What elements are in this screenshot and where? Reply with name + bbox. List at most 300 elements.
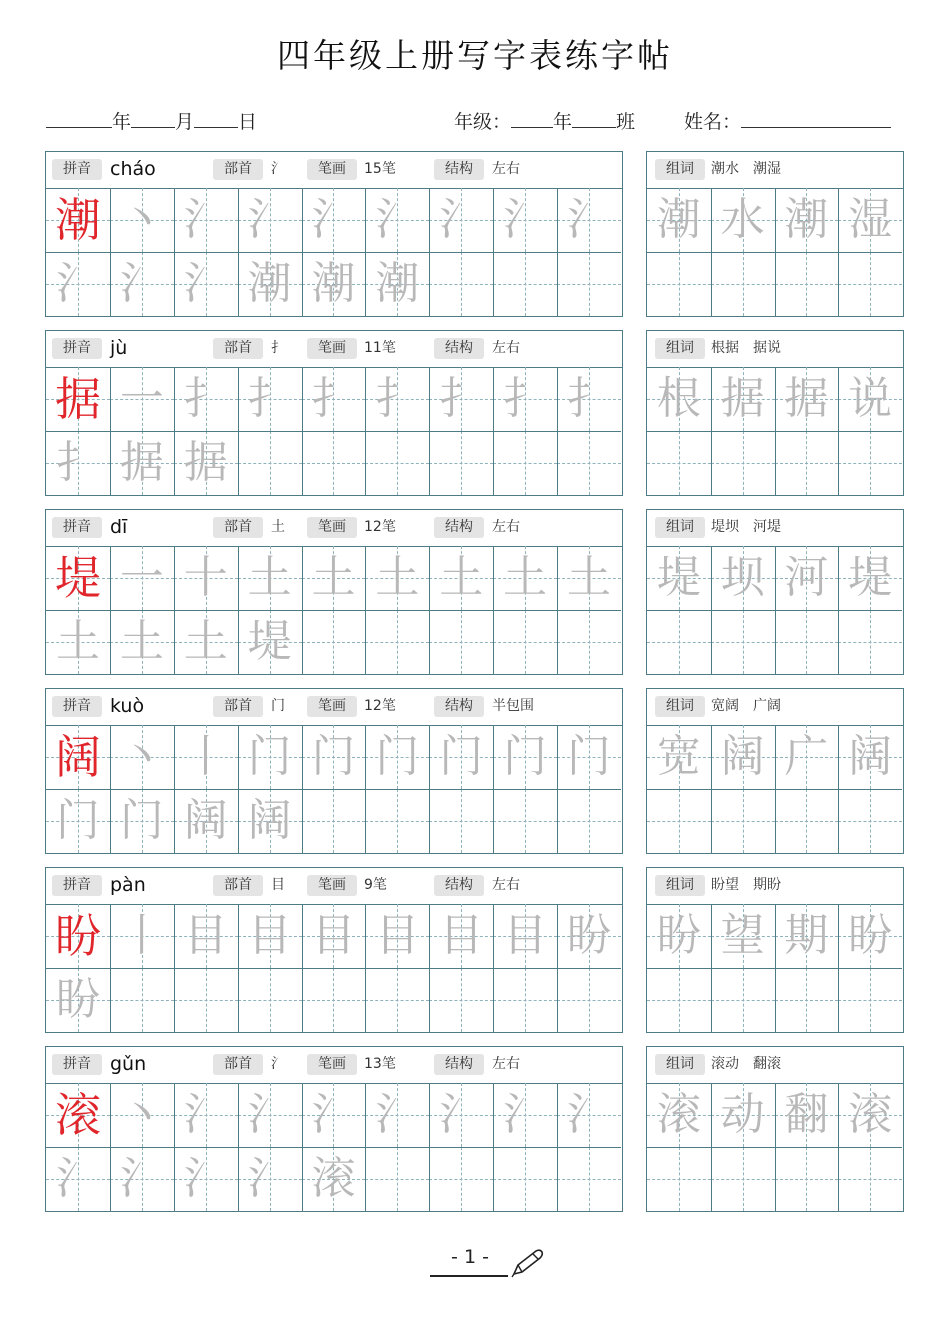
row-border [647, 789, 902, 790]
guide-line-v [870, 252, 871, 316]
trace-character: 氵 [55, 1153, 100, 1204]
practice-cell[interactable] [302, 610, 366, 674]
word-cell[interactable] [647, 725, 711, 789]
practice-cell[interactable] [557, 546, 621, 610]
guide-line-v [461, 1147, 462, 1211]
guide-line-v [525, 1147, 526, 1211]
practice-cell[interactable] [110, 904, 174, 968]
word-cell[interactable] [711, 188, 775, 252]
trace-character: 氵 [119, 1153, 164, 1204]
practice-cell[interactable] [365, 610, 429, 674]
practice-cell[interactable] [429, 546, 493, 610]
trace-character: 据 [119, 437, 164, 488]
practice-cell[interactable] [174, 546, 238, 610]
practice-cell[interactable] [493, 431, 557, 495]
practice-cell[interactable] [302, 1083, 366, 1147]
practice-cell[interactable] [302, 367, 366, 431]
char-card-4 [45, 688, 623, 854]
word-cell[interactable] [711, 431, 775, 495]
practice-cell[interactable] [557, 610, 621, 674]
practice-cell[interactable] [302, 968, 366, 1032]
pinyin-label: 拼音 [52, 875, 102, 896]
practice-cell[interactable] [110, 610, 174, 674]
practice-grid [46, 725, 621, 853]
words-card-2 [646, 330, 904, 496]
guide-line-v [679, 789, 680, 853]
guide-line-v [589, 968, 590, 1032]
words-card-4 [646, 688, 904, 854]
guide-line-v [461, 789, 462, 853]
word-grid [647, 1083, 902, 1211]
trace-character: 氵 [183, 258, 228, 309]
practice-cell[interactable] [302, 904, 366, 968]
trace-character: 潮 [784, 194, 829, 245]
guide-line-v [589, 1147, 590, 1211]
practice-cell[interactable] [110, 252, 174, 316]
word-cell[interactable] [838, 789, 902, 853]
practice-cell[interactable] [493, 789, 557, 853]
practice-cell[interactable] [238, 789, 302, 853]
practice-grid [46, 367, 621, 495]
trace-character: 氵 [311, 1089, 356, 1140]
trace-character: 扌 [439, 373, 484, 424]
practice-cell[interactable] [46, 789, 110, 853]
practice-cell[interactable] [493, 546, 557, 610]
practice-cell[interactable] [557, 1083, 621, 1147]
row-border [647, 252, 902, 253]
practice-cell[interactable] [365, 725, 429, 789]
practice-cell[interactable] [365, 252, 429, 316]
words-label: 组词 [655, 159, 705, 180]
strokes-label: 笔画 [307, 1054, 357, 1075]
practice-cell[interactable] [110, 1083, 174, 1147]
practice-cell[interactable] [174, 904, 238, 968]
structure-label: 结构 [434, 875, 484, 896]
radical-label: 部首 [213, 159, 263, 180]
guide-line-v [206, 968, 207, 1032]
guide-line-v [333, 968, 334, 1032]
word-cell[interactable] [838, 1083, 902, 1147]
practice-cell[interactable] [46, 367, 110, 431]
practice-cell[interactable] [174, 968, 238, 1032]
practice-cell[interactable] [46, 725, 110, 789]
trace-character: 一 [119, 373, 164, 424]
word-cell[interactable] [647, 1147, 711, 1211]
trace-character: 宽 [656, 731, 701, 782]
guide-line-v [743, 431, 744, 495]
word-cell[interactable] [711, 904, 775, 968]
word-cell[interactable] [647, 252, 711, 316]
guide-line-v [743, 968, 744, 1032]
practice-cell[interactable] [110, 546, 174, 610]
trace-character: 氵 [183, 1089, 228, 1140]
practice-cell[interactable] [365, 431, 429, 495]
practice-cell[interactable] [429, 188, 493, 252]
practice-cell[interactable] [365, 904, 429, 968]
practice-cell[interactable] [46, 431, 110, 495]
radical-label: 部首 [213, 517, 263, 538]
practice-cell[interactable] [238, 1147, 302, 1211]
trace-character: 据 [720, 373, 765, 424]
trace-character: 据 [183, 437, 228, 488]
practice-cell[interactable] [365, 367, 429, 431]
word-cell[interactable] [775, 725, 839, 789]
practice-cell[interactable] [174, 252, 238, 316]
word-cell[interactable] [647, 904, 711, 968]
practice-cell[interactable] [429, 610, 493, 674]
trace-character: 阔 [247, 795, 292, 846]
trace-character: 河 [784, 552, 829, 603]
date-info-line [46, 107, 904, 135]
strokes-value: 12笔 [364, 698, 396, 714]
practice-cell[interactable] [238, 725, 302, 789]
radical-value: 氵 [271, 161, 285, 177]
trace-character: 门 [247, 731, 292, 782]
words-value: 潮水 潮湿 [711, 161, 781, 177]
words-label: 组词 [655, 1054, 705, 1075]
word-cell[interactable] [838, 546, 902, 610]
practice-cell[interactable] [238, 252, 302, 316]
practice-cell[interactable] [429, 252, 493, 316]
row-border [647, 431, 902, 432]
strokes-value: 13笔 [364, 1056, 396, 1072]
words-card-5 [646, 867, 904, 1033]
word-cell[interactable] [711, 252, 775, 316]
practice-cell[interactable] [557, 904, 621, 968]
word-cell[interactable] [838, 610, 902, 674]
word-cell[interactable] [838, 252, 902, 316]
practice-cell[interactable] [429, 367, 493, 431]
char-card-header [46, 1047, 622, 1084]
trace-character: 滚 [848, 1089, 893, 1140]
year-blank[interactable] [46, 109, 112, 128]
practice-cell[interactable] [110, 789, 174, 853]
words-value: 堤坝 河堤 [711, 519, 781, 535]
practice-cell[interactable] [238, 610, 302, 674]
radical-value: 氵 [271, 1056, 285, 1072]
practice-cell[interactable] [238, 968, 302, 1032]
word-grid [647, 904, 902, 1032]
guide-line-v [461, 431, 462, 495]
trace-character: 土 [439, 552, 484, 603]
date-fields: 年 月 日 [46, 107, 257, 134]
word-cell[interactable] [775, 546, 839, 610]
structure-value: 左右 [492, 877, 520, 893]
guide-line-v [743, 610, 744, 674]
practice-cell[interactable] [46, 188, 110, 252]
guide-line-v [679, 252, 680, 316]
practice-cell[interactable] [365, 546, 429, 610]
trace-character: 堤 [848, 552, 893, 603]
practice-cell[interactable] [493, 1083, 557, 1147]
word-grid [647, 188, 902, 316]
practice-cell[interactable] [493, 904, 557, 968]
word-cell[interactable] [647, 188, 711, 252]
word-cell[interactable] [647, 789, 711, 853]
practice-cell[interactable] [365, 1083, 429, 1147]
word-cell[interactable] [711, 610, 775, 674]
word-cell[interactable] [838, 1147, 902, 1211]
trace-character: 阔 [720, 731, 765, 782]
trace-character: 据 [784, 373, 829, 424]
guide-line-v [461, 610, 462, 674]
guide-line-v [806, 252, 807, 316]
practice-cell[interactable] [174, 188, 238, 252]
word-cell[interactable] [647, 431, 711, 495]
guide-line-v [806, 610, 807, 674]
word-cell[interactable] [775, 1083, 839, 1147]
practice-cell[interactable] [557, 188, 621, 252]
pinyin-label: 拼音 [52, 159, 102, 180]
practice-cell[interactable] [365, 789, 429, 853]
practice-cell[interactable] [238, 904, 302, 968]
guide-line-v [461, 968, 462, 1032]
practice-cell[interactable] [493, 367, 557, 431]
word-cell[interactable] [775, 1147, 839, 1211]
trace-character: 门 [503, 731, 548, 782]
trace-character: 滚 [311, 1153, 356, 1204]
row-border [46, 1147, 621, 1148]
class-blank[interactable] [572, 109, 616, 128]
char-card-header [46, 152, 622, 189]
word-cell[interactable] [838, 968, 902, 1032]
word-cell[interactable] [711, 725, 775, 789]
strokes-value: 9笔 [364, 877, 387, 893]
trace-character: 氵 [183, 1153, 228, 1204]
trace-character: 丶 [119, 194, 164, 245]
trace-character: 盼 [656, 910, 701, 961]
words-label: 组词 [655, 875, 705, 896]
strokes-label: 笔画 [307, 517, 357, 538]
guide-line-v [397, 1147, 398, 1211]
word-cell[interactable] [775, 610, 839, 674]
trace-character: 氵 [503, 1089, 548, 1140]
practice-cell[interactable] [493, 252, 557, 316]
trace-character: 目 [439, 910, 484, 961]
practice-cell[interactable] [557, 968, 621, 1032]
trace-character: 门 [311, 731, 356, 782]
practice-cell[interactable] [174, 610, 238, 674]
structure-label: 结构 [434, 1054, 484, 1075]
grade-blank[interactable] [511, 109, 553, 128]
trace-character: 土 [183, 616, 228, 667]
practice-cell[interactable] [110, 725, 174, 789]
word-cell[interactable] [647, 367, 711, 431]
main-character: 潮 [54, 193, 101, 247]
row-border [46, 431, 621, 432]
pen-icon [510, 1248, 546, 1278]
practice-cell[interactable] [110, 968, 174, 1032]
practice-cell[interactable] [46, 904, 110, 968]
trace-character: 翻 [784, 1089, 829, 1140]
trace-character: 扌 [503, 373, 548, 424]
practice-cell[interactable] [174, 789, 238, 853]
trace-character: 氵 [247, 1153, 292, 1204]
page-number-underline [430, 1275, 508, 1277]
word-cell[interactable] [838, 431, 902, 495]
guide-line-v [743, 1147, 744, 1211]
practice-cell[interactable] [110, 1147, 174, 1211]
trace-character: 扌 [375, 373, 420, 424]
words-card-header [647, 510, 903, 547]
practice-cell[interactable] [557, 367, 621, 431]
guide-line-v [870, 1147, 871, 1211]
words-value: 滚动 翻滚 [711, 1056, 781, 1072]
trace-character: 水 [720, 194, 765, 245]
strokes-label: 笔画 [307, 159, 357, 180]
word-cell[interactable] [647, 968, 711, 1032]
word-cell[interactable] [775, 367, 839, 431]
practice-cell[interactable] [46, 252, 110, 316]
words-card-header [647, 1047, 903, 1084]
day-blank[interactable] [194, 109, 238, 128]
practice-cell[interactable] [557, 431, 621, 495]
practice-cell[interactable] [302, 188, 366, 252]
char-card-header [46, 868, 622, 905]
practice-cell[interactable] [557, 1147, 621, 1211]
practice-cell[interactable] [429, 904, 493, 968]
practice-cell[interactable] [302, 1147, 366, 1211]
row-border [46, 968, 621, 969]
guide-line-v [333, 610, 334, 674]
trace-character: 潮 [247, 258, 292, 309]
practice-cell[interactable] [238, 188, 302, 252]
practice-cell[interactable] [429, 1147, 493, 1211]
practice-cell[interactable] [302, 789, 366, 853]
practice-cell[interactable] [429, 725, 493, 789]
trace-character: 丶 [119, 731, 164, 782]
radical-label: 部首 [213, 875, 263, 896]
word-cell[interactable] [647, 610, 711, 674]
trace-character: 望 [720, 910, 765, 961]
word-cell[interactable] [711, 789, 775, 853]
word-cell[interactable] [711, 367, 775, 431]
word-cell[interactable] [775, 789, 839, 853]
row-border [46, 610, 621, 611]
practice-cell[interactable] [238, 1083, 302, 1147]
trace-character: 滚 [656, 1089, 701, 1140]
word-cell[interactable] [775, 968, 839, 1032]
radical-label: 部首 [213, 696, 263, 717]
practice-cell[interactable] [46, 1147, 110, 1211]
practice-cell[interactable] [174, 725, 238, 789]
practice-grid [46, 188, 621, 316]
practice-cell[interactable] [46, 610, 110, 674]
word-cell[interactable] [838, 367, 902, 431]
word-cell[interactable] [711, 1083, 775, 1147]
practice-cell[interactable] [365, 968, 429, 1032]
practice-cell[interactable] [493, 610, 557, 674]
trace-character: 湿 [848, 194, 893, 245]
guide-line-v [397, 431, 398, 495]
trace-character: 十 [183, 552, 228, 603]
word-cell[interactable] [775, 904, 839, 968]
practice-cell[interactable] [493, 1147, 557, 1211]
month-blank[interactable] [131, 109, 175, 128]
word-cell[interactable] [838, 188, 902, 252]
practice-cell[interactable] [493, 968, 557, 1032]
practice-cell[interactable] [429, 968, 493, 1032]
word-cell[interactable] [647, 1083, 711, 1147]
pinyin-value: dī [110, 516, 128, 538]
guide-line-v [461, 252, 462, 316]
practice-cell[interactable] [302, 725, 366, 789]
trace-character: 潮 [311, 258, 356, 309]
practice-cell[interactable] [429, 789, 493, 853]
word-cell[interactable] [775, 188, 839, 252]
pinyin-value: kuò [110, 695, 145, 717]
words-value: 宽阔 广阔 [711, 698, 781, 714]
practice-cell[interactable] [302, 252, 366, 316]
word-cell[interactable] [838, 904, 902, 968]
guide-line-v [870, 431, 871, 495]
practice-cell[interactable] [46, 968, 110, 1032]
practice-cell[interactable] [46, 1083, 110, 1147]
guide-line-v [397, 968, 398, 1032]
practice-cell[interactable] [238, 431, 302, 495]
grade-fields: 年级： 年 班 [454, 111, 636, 133]
strokes-value: 11笔 [364, 340, 396, 356]
guide-line-v [525, 789, 526, 853]
practice-cell[interactable] [174, 367, 238, 431]
word-cell[interactable] [711, 1147, 775, 1211]
practice-cell[interactable] [238, 367, 302, 431]
word-cell[interactable] [775, 252, 839, 316]
guide-line-v [525, 252, 526, 316]
practice-cell[interactable] [493, 188, 557, 252]
practice-cell[interactable] [557, 252, 621, 316]
practice-cell[interactable] [302, 431, 366, 495]
practice-cell[interactable] [557, 789, 621, 853]
trace-character: 目 [247, 910, 292, 961]
practice-cell[interactable] [174, 1147, 238, 1211]
practice-cell[interactable] [429, 431, 493, 495]
pinyin-value: pàn [110, 874, 146, 896]
guide-line-v [333, 431, 334, 495]
radical-value: 土 [271, 519, 285, 535]
practice-cell[interactable] [110, 431, 174, 495]
guide-line-v [525, 431, 526, 495]
practice-cell[interactable] [302, 546, 366, 610]
name-blank[interactable] [741, 109, 891, 128]
words-card-header [647, 152, 903, 189]
word-cell[interactable] [711, 546, 775, 610]
practice-cell[interactable] [557, 725, 621, 789]
trace-character: 盼 [55, 974, 100, 1025]
word-cell[interactable] [838, 725, 902, 789]
trace-character: 氵 [55, 258, 100, 309]
practice-cell[interactable] [238, 546, 302, 610]
practice-cell[interactable] [174, 431, 238, 495]
words-value: 盼望 期盼 [711, 877, 781, 893]
practice-cell[interactable] [493, 725, 557, 789]
structure-value: 半包围 [492, 698, 534, 714]
guide-line-v [270, 431, 271, 495]
word-grid [647, 725, 902, 853]
practice-cell[interactable] [174, 1083, 238, 1147]
practice-cell[interactable] [110, 367, 174, 431]
practice-cell[interactable] [429, 1083, 493, 1147]
practice-cell[interactable] [365, 1147, 429, 1211]
practice-cell[interactable] [46, 546, 110, 610]
practice-cell[interactable] [365, 188, 429, 252]
practice-cell[interactable] [110, 188, 174, 252]
trace-character: 土 [503, 552, 548, 603]
word-cell[interactable] [647, 546, 711, 610]
words-label: 组词 [655, 338, 705, 359]
word-cell[interactable] [711, 968, 775, 1032]
word-cell[interactable] [775, 431, 839, 495]
